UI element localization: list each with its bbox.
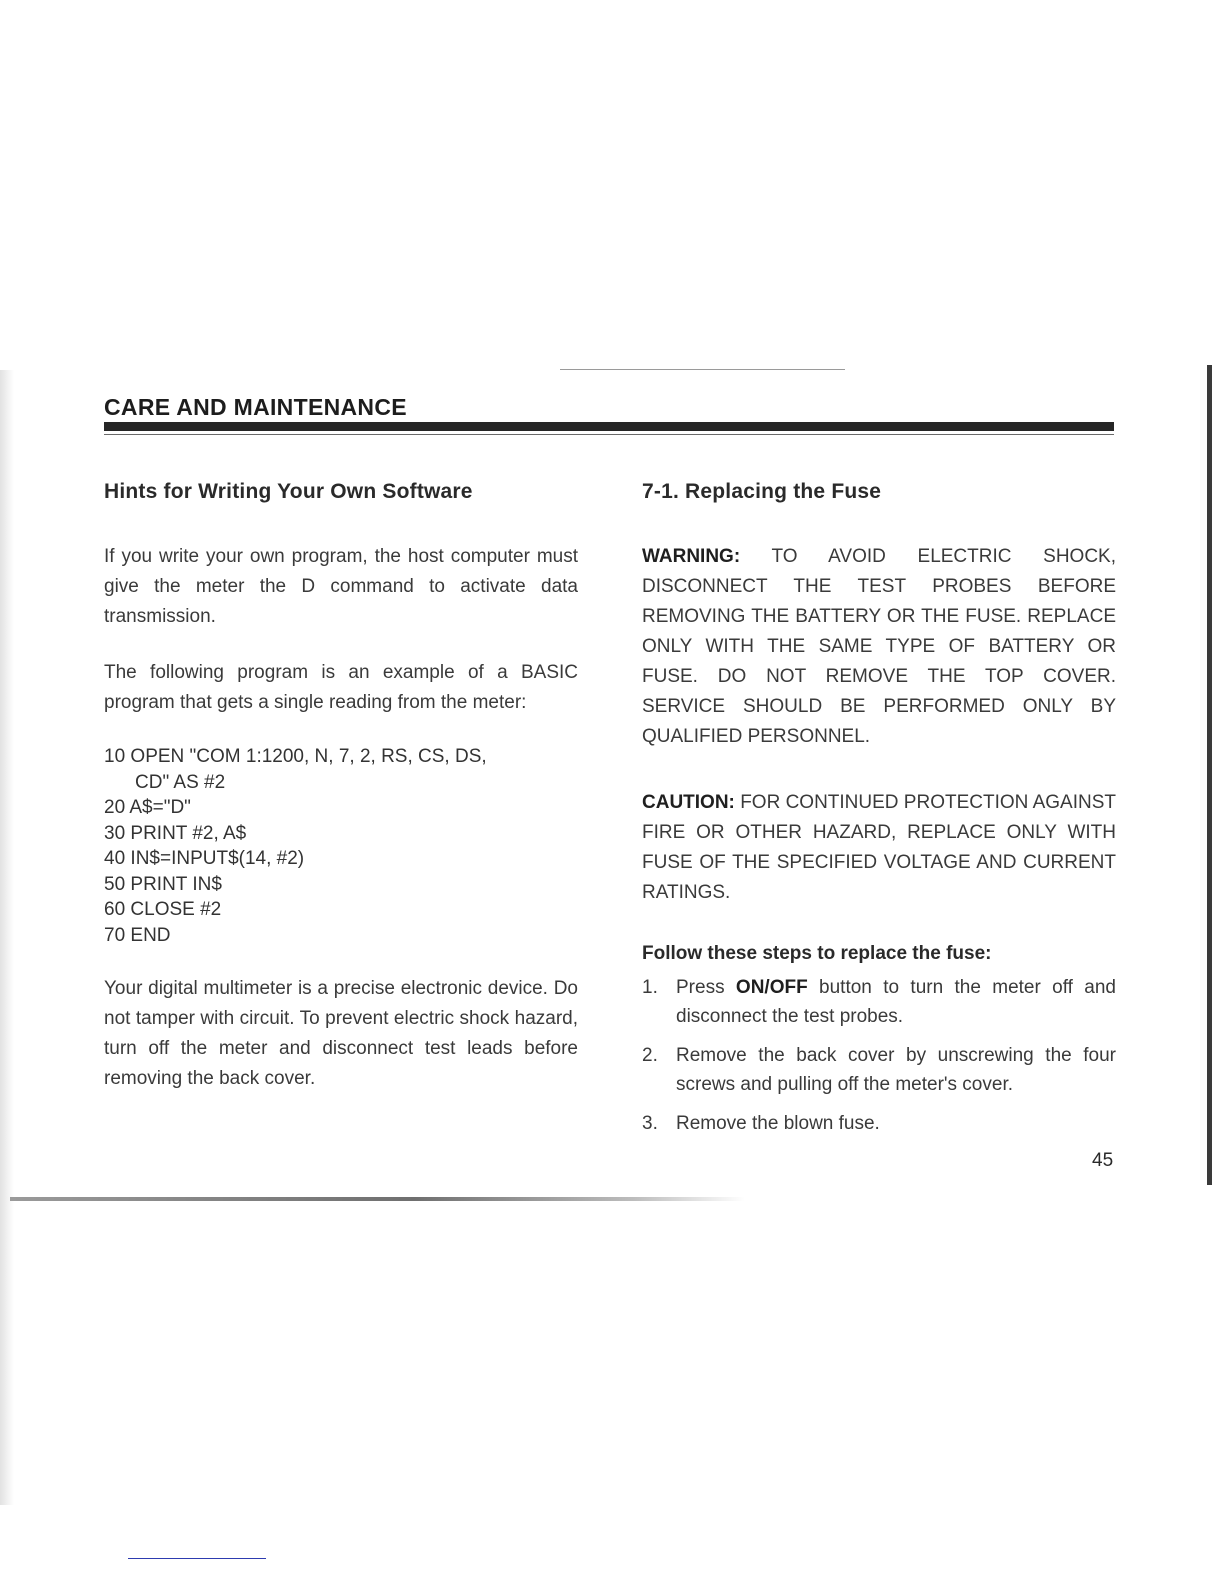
title-rule <box>104 422 1114 431</box>
step-number: 3. <box>642 1113 658 1134</box>
software-hints-heading: Hints for Writing Your Own Software <box>104 480 473 503</box>
step-number: 1. <box>642 977 658 998</box>
code-line: 50 PRINT IN$ <box>104 873 222 895</box>
example-paragraph: The following program is an example of a BASIC program that gets a single reading from the meter: <box>104 662 578 713</box>
right-column <box>642 480 1116 1148</box>
step-text: Press <box>676 977 736 998</box>
code-line: CD" AS #2 <box>135 771 226 793</box>
replacing-fuse-heading: 7-1. Replacing the Fuse <box>642 480 882 503</box>
caution-label: CAUTION: <box>642 792 735 813</box>
list-item <box>642 973 1116 1031</box>
code-line: 20 A$="D" <box>104 797 191 818</box>
warning-text: TO AVOID ELECTRIC SHOCK, DISCONNECT THE TEST PROBES BEFORE REMOVING THE BATTERY OR THE FUSE. REPLACE ONLY WITH THE SAME TYPE OF BATTERY OR FUSE. DO NOT REMOVE THE TOP COVER. SERVICE SHOULD BE PERFORMED ONLY BY QUALIFIED PERSONNEL. <box>642 546 1116 747</box>
caution-block <box>642 788 1116 908</box>
scan-edge-top <box>560 369 845 370</box>
step-text: Remove the back cover by unscrewing the four screws and pulling off the meter's cover. <box>676 1045 1116 1095</box>
list-item <box>642 1041 1116 1099</box>
warning-block <box>642 542 1116 752</box>
caution-text: FOR CONTINUED PROTECTION AGAINST FIRE OR OTHER HAZARD, REPLACE ONLY WITH FUSE OF THE SPECIFIED VOLTAGE AND CURRENT RATINGS. <box>642 792 1116 903</box>
intro-paragraph: If you write your own program, the host computer must give the meter the D command to activate data transmission. <box>104 546 578 627</box>
code-line: 10 OPEN "COM 1:1200, N, 7, 2, RS, CS, DS, <box>104 746 487 767</box>
code-line: 40 IN$=INPUT$(14, #2) <box>104 848 305 869</box>
step-number: 2. <box>642 1045 658 1066</box>
step-text: Remove the blown fuse. <box>676 1113 880 1134</box>
left-column <box>104 480 578 1094</box>
fuse-steps-list <box>642 973 1116 1138</box>
code-line: 30 PRINT #2, A$ <box>104 822 247 844</box>
scan-edge-right <box>1207 365 1212 1185</box>
steps-title: Follow these steps to replace the fuse: <box>642 943 992 964</box>
scan-edge-left <box>0 370 14 1505</box>
scan-mark <box>128 1558 266 1559</box>
section-title: CARE AND MAINTENANCE <box>104 394 407 420</box>
safety-paragraph: Your digital multimeter is a precise electronic device. Do not tamper with circuit. To prevent electric shock hazard, turn off the meter and disconnect test leads before removing the back cover. <box>104 978 578 1089</box>
code-line: 60 CLOSE #2 <box>104 899 222 920</box>
title-rule-thin <box>104 434 1114 435</box>
code-line: 70 END <box>104 924 171 946</box>
step-text: button to turn the meter off and disconnect the test probes. <box>676 977 1116 1027</box>
page-number: 45 <box>1092 1150 1114 1171</box>
step-keyword: ON/OFF <box>735 977 808 998</box>
scan-edge-bottom <box>10 1197 745 1201</box>
basic-program <box>104 744 578 948</box>
list-item <box>642 1109 1116 1138</box>
warning-label: WARNING: <box>642 546 741 567</box>
